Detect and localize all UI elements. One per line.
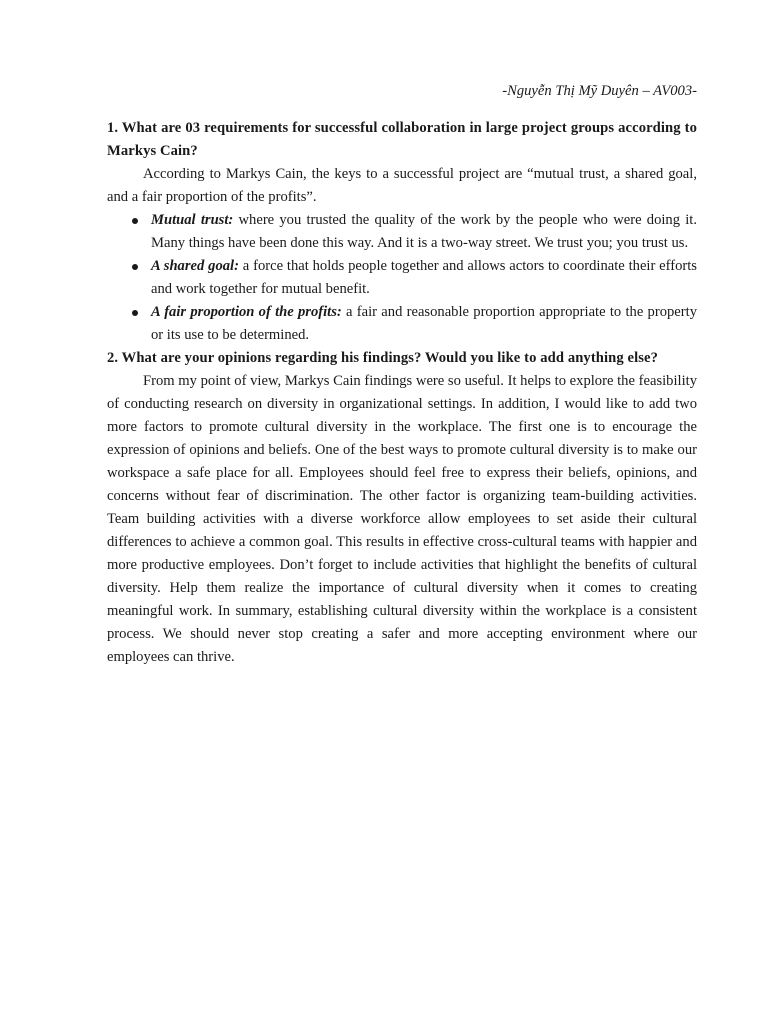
question-1-heading: 1. What are 03 requirements for successful collaboration in large project groups according to Markys Cain? <box>107 120 697 159</box>
question-2-answer: From my point of view, Markys Cain findings were so useful. It helps to explore the feasibility of conducting research on diversity in organizational settings. In addition, I would like to add two more factors to promote cultural diversity in the workplace. The first one is to encourage the expression of opinions and beliefs. One of the best ways to promote cultural diversity is to make our workspace a safe place for all. Employees should feel free to express their beliefs, opinions, and concerns without fear of discrimination. The other factor is organizing team-building activities. Team building activities with a diverse workforce allow employees to set aside their cultural differences to achieve a common goal. This results in effective cross-cultural teams with happier and more productive employees. Don’t forget to include activities that highlight the benefits of cultural diversity. Help them realize the importance of cultural diversity when it comes to creating meaningful work. In summary, establishing cultural diversity within the workplace is a consistent process. We should never stop creating a safer and more accepting environment where our employees can thrive. <box>107 373 697 665</box>
requirements-list <box>107 209 697 347</box>
item-term: Mutual trust: <box>151 212 234 228</box>
item-text: a force that holds people together and allows actors to coordinate their efforts and work together for mutual benefit. <box>151 258 697 297</box>
document-page <box>107 80 697 669</box>
item-term: A fair proportion of the profits: <box>151 304 342 320</box>
item-text: where you trusted the quality of the work by the people who were doing it. Many things have been done this way. And it is a two-way street. We trust you; you trust us. <box>151 212 697 251</box>
bullet-icon <box>132 264 138 270</box>
bullet-icon <box>132 218 138 224</box>
item-text: a fair and reasonable proportion appropriate to the property or its use to be determined. <box>151 304 697 343</box>
list-item-mutual-trust <box>151 209 697 255</box>
bullet-icon <box>132 310 138 316</box>
list-item-shared-goal <box>151 255 697 301</box>
question-1-intro: According to Markys Cain, the keys to a successful project are “mutual trust, a shared goal, and a fair proportion of the profits”. <box>107 166 697 205</box>
item-term: A shared goal: <box>151 258 239 274</box>
question-2-heading: 2. What are your opinions regarding his findings? Would you like to add anything else? <box>107 350 659 366</box>
list-item-fair-proportion <box>151 301 697 347</box>
author-line: -Nguyễn Thị Mỹ Duyên – AV003- <box>502 83 697 99</box>
